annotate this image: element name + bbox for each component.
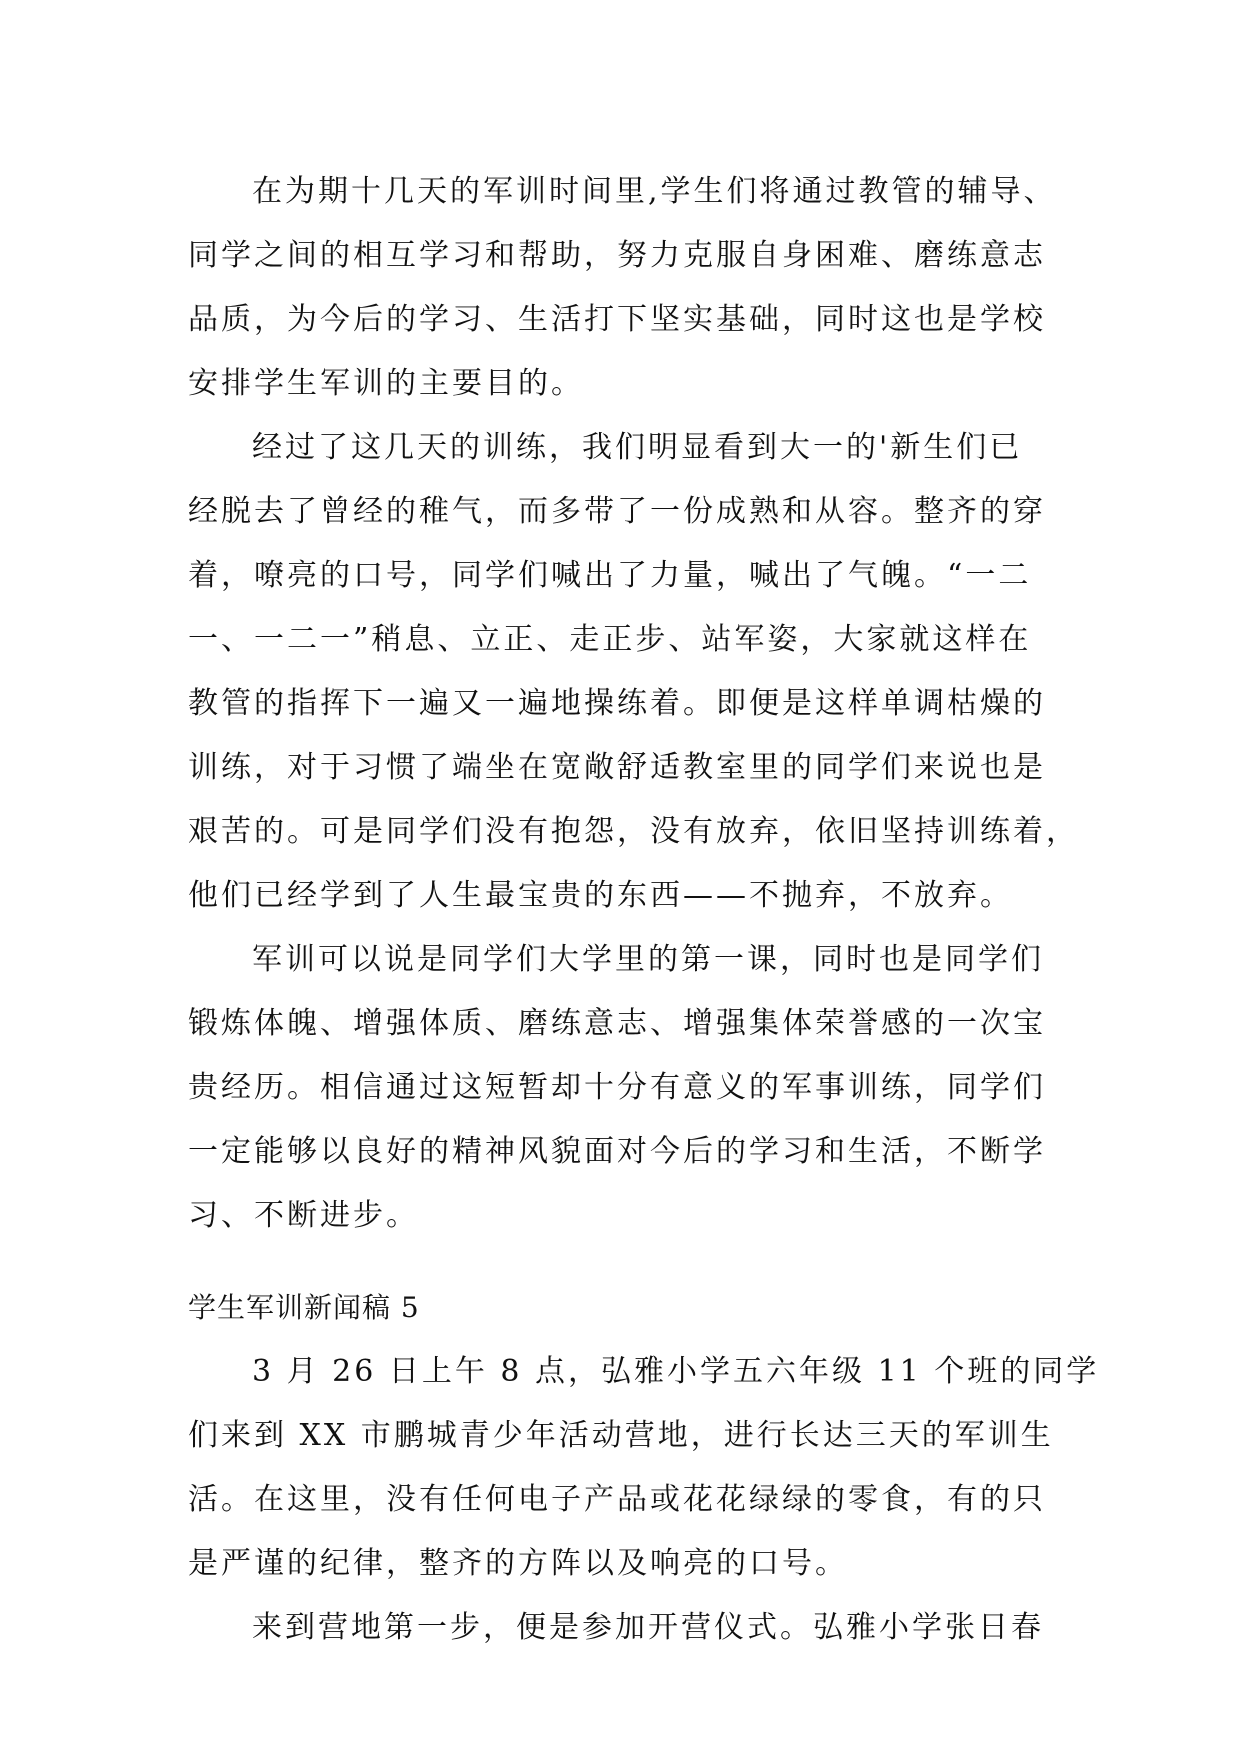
paragraph-line: 经脱去了曾经的稚气，而多带了一份成熟和从容。整齐的穿 <box>188 494 1046 529</box>
paragraph-line: 活。在这里，没有任何电子产品或花花绿绿的零食，有的只 <box>188 1482 1046 1517</box>
section-heading: 学生军训新闻稿 5 <box>188 1291 420 1324</box>
paragraph-line: 习、不断进步。 <box>188 1198 419 1233</box>
paragraph-line: 经过了这几天的训练，我们明显看到大一的'新生们已 <box>252 430 1023 465</box>
paragraph-line: 教管的指挥下一遍又一遍地操练着。即便是这样单调枯燥的 <box>188 686 1046 721</box>
paragraph-line: 军训可以说是同学们大学里的第一课，同时也是同学们 <box>252 942 1044 977</box>
paragraph-line: 在为期十几天的军训时间里,学生们将通过教管的辅导、 <box>252 174 1057 209</box>
paragraph-line: 艰苦的。可是同学们没有抱怨，没有放弃，依旧坚持训练着， <box>188 814 1079 849</box>
paragraph-line: 一定能够以良好的精神风貌面对今后的学习和生活，不断学 <box>188 1134 1046 1169</box>
document-body <box>188 160 1100 1660</box>
paragraph-line: 同学之间的相互学习和帮助，努力克服自身困难、磨练意志 <box>188 238 1046 273</box>
paragraph-line: 安排学生军训的主要目的。 <box>188 366 584 401</box>
paragraph-line: 着，嘹亮的口号，同学们喊出了力量，喊出了气魄。“一二 <box>188 558 1032 593</box>
paragraph-line: 来到营地第一步，便是参加开营仪式。弘雅小学张日春 <box>252 1610 1044 1645</box>
paragraph-line: 贵经历。相信通过这短暂却十分有意义的军事训练，同学们 <box>188 1070 1046 1105</box>
paragraph-line: 锻炼体魄、增强体质、磨练意志、增强集体荣誉感的一次宝 <box>188 1006 1046 1041</box>
paragraph-line: 一、一二一”稍息、立正、走正步、站军姿，大家就这样在 <box>188 622 1032 657</box>
paragraph-line: 品质，为今后的学习、生活打下坚实基础，同时这也是学校 <box>188 302 1046 337</box>
paragraph-line: 训练，对于习惯了端坐在宽敞舒适教室里的同学们来说也是 <box>188 750 1046 785</box>
paragraph-line: 3 月 26 日上午 8 点，弘雅小学五六年级 11 个班的同学 <box>252 1354 1100 1389</box>
paragraph-line: 是严谨的纪律，整齐的方阵以及响亮的口号。 <box>188 1546 848 1581</box>
paragraph-line: 他们已经学到了人生最宝贵的东西——不抛弃，不放弃。 <box>188 878 1013 913</box>
paragraph-line: 们来到 XX 市鹏城青少年活动营地，进行长达三天的军训生 <box>188 1418 1054 1453</box>
